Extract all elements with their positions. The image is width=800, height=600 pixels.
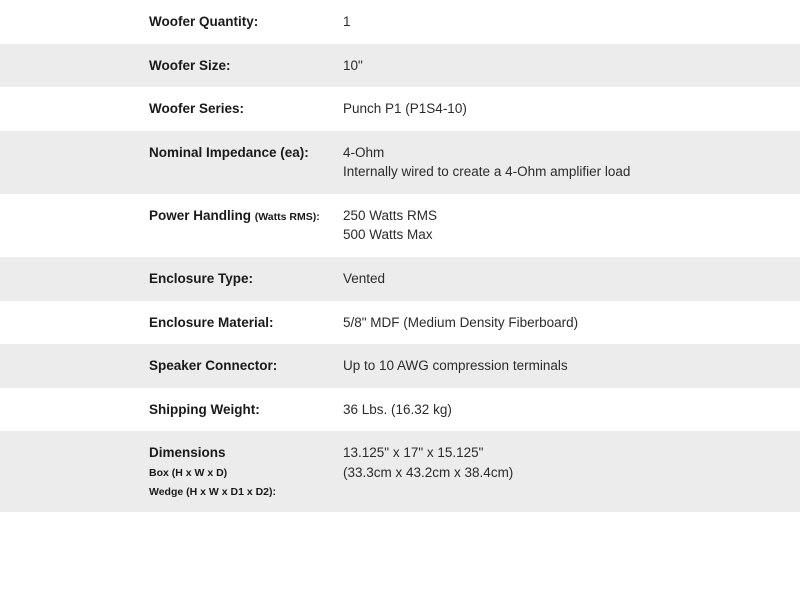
table-row xyxy=(0,87,800,131)
spec-label-text: Dimensions xyxy=(149,445,226,461)
spec-value-line: 13.125" x 17" x 15.125" xyxy=(343,445,484,461)
spec-value-line: 5/8" MDF (Medium Density Fiberboard) xyxy=(343,314,579,330)
spec-value-line: (33.3cm x 43.2cm x 38.4cm) xyxy=(343,464,514,480)
spec-value-line: Up to 10 AWG compression terminals xyxy=(343,358,568,374)
table-row xyxy=(0,194,800,257)
spec-label: Enclosure Type: xyxy=(149,270,254,286)
spec-value-line: 500 Watts Max xyxy=(343,227,433,243)
table-row xyxy=(0,257,800,301)
spec-value-line: Vented xyxy=(343,270,386,286)
table-row xyxy=(0,301,800,345)
spec-value xyxy=(343,431,800,494)
spec-value xyxy=(343,344,800,388)
spec-value xyxy=(343,301,800,345)
spec-value xyxy=(343,87,800,131)
table-row xyxy=(0,431,800,512)
spec-label xyxy=(138,431,343,512)
spec-label: Shipping Weight: xyxy=(149,401,260,417)
spec-label xyxy=(138,194,343,238)
spec-value xyxy=(343,257,800,301)
spec-label: Speaker Connector: xyxy=(149,358,278,374)
spec-label-qualifier: (Watts RMS): xyxy=(254,210,320,223)
spec-label-text: Power Handling xyxy=(149,207,255,223)
table-row xyxy=(0,388,800,432)
spec-value-line: 10" xyxy=(343,57,363,73)
spec-value-line: Punch P1 (P1S4-10) xyxy=(343,101,467,117)
spec-value xyxy=(343,388,800,432)
spec-value xyxy=(343,194,800,257)
spec-value-line: 1 xyxy=(343,14,351,29)
spec-value xyxy=(343,131,800,194)
spec-value xyxy=(343,0,800,44)
spec-value xyxy=(343,44,800,88)
table-row xyxy=(0,0,800,44)
table-row xyxy=(0,131,800,194)
spec-label: Woofer Series: xyxy=(149,101,245,117)
spec-value-line: Internally wired to create a 4-Ohm amplifier load xyxy=(343,164,631,180)
table-row xyxy=(0,44,800,88)
spec-value-line: 250 Watts RMS xyxy=(343,207,438,223)
spec-value-line: 4-Ohm xyxy=(343,144,385,160)
spec-value-line: 36 Lbs. (16.32 kg) xyxy=(343,401,452,417)
spec-label: Nominal Impedance (ea): xyxy=(149,144,309,160)
spec-label-sub: Box (H x W x D) xyxy=(149,466,228,479)
spec-label: Woofer Quantity: xyxy=(149,14,259,29)
spec-label-sub2: Wedge (H x W x D1 x D2): xyxy=(149,485,276,498)
table-row xyxy=(0,344,800,388)
spec-label: Woofer Size: xyxy=(149,57,231,73)
spec-label: Enclosure Material: xyxy=(149,314,274,330)
